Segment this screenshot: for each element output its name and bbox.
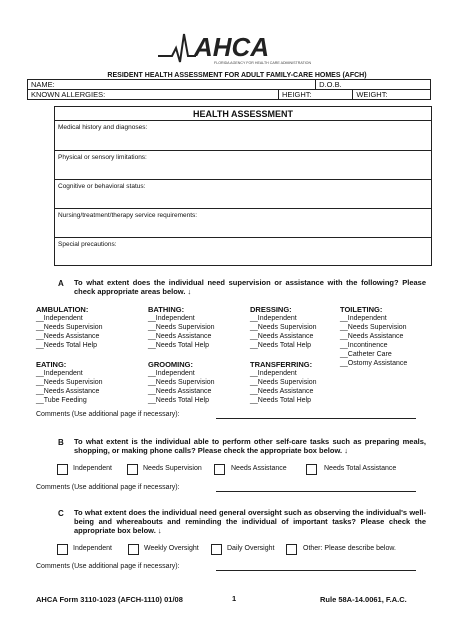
precautions-field[interactable]: Special precautions: — [58, 241, 117, 248]
toileting-heading: TOILETING: — [340, 305, 383, 314]
name-field[interactable] — [28, 80, 316, 90]
section-a-letter: A — [58, 279, 64, 288]
independent-checkbox[interactable] — [57, 544, 68, 555]
independent-label: Independent — [73, 545, 112, 552]
logo-tagline: FLORIDA AGENCY FOR HEALTH CARE ADMINISTRATION — [214, 61, 312, 65]
bathing-option[interactable]: __Independent — [148, 315, 195, 322]
limitations-field[interactable]: Physical or sensory limitations: — [58, 154, 147, 161]
section-a-comments-label: Comments (Use additional page if necessary): — [36, 411, 180, 418]
form-number: AHCA Form 3110-1023 (AFCH-1110) 01/08 — [36, 595, 183, 604]
section-b-question-text: To what extent is the individual able to perform other self-care tasks such as preparing meals, shopping, or making phone calls? Please check the appropriate box below. — [74, 437, 426, 455]
grooming-option[interactable]: __Needs Assistance — [148, 388, 212, 395]
rule-reference: Rule 58A-14.0061, F.A.C. — [320, 595, 407, 604]
section-b-letter: B — [58, 438, 64, 447]
nursing-field[interactable]: Nursing/treatment/therapy service requirements: — [58, 212, 198, 219]
transferring-option[interactable]: __Needs Total Help — [250, 397, 311, 404]
eating-option[interactable]: __Needs Supervision — [36, 379, 103, 386]
ambulation-group — [36, 305, 103, 350]
ambulation-heading: AMBULATION: — [36, 305, 89, 314]
section-c-question-text: To what extent does the individual need general oversight such as observing the individual's well-being and whereabouts and reminding the individual of important tasks? Please check the appropriate box below. — [74, 508, 426, 535]
logo-text: AHCA — [194, 32, 270, 62]
eating-option[interactable]: __Needs Assistance — [36, 388, 100, 395]
needs-total-assistance-checkbox[interactable] — [306, 464, 317, 475]
dressing-heading: DRESSING: — [250, 305, 292, 314]
grooming-option[interactable]: __Needs Supervision — [148, 379, 215, 386]
divider — [55, 120, 431, 121]
down-arrow-icon: ↓ — [187, 287, 192, 296]
page-number: 1 — [232, 594, 237, 603]
section-b-comments-label: Comments (Use additional page if necessary): — [36, 484, 180, 491]
weight-label: WEIGHT: — [356, 90, 388, 99]
transferring-option[interactable]: __Independent — [250, 370, 297, 377]
section-a-comments-line[interactable] — [216, 418, 416, 419]
toileting-option[interactable]: __Incontinence — [340, 342, 388, 349]
ambulation-option[interactable]: __Independent — [36, 315, 83, 322]
ahca-logo — [150, 22, 330, 70]
transferring-option[interactable]: __Needs Assistance — [250, 388, 314, 395]
allergies-label: KNOWN ALLERGIES: — [31, 90, 106, 99]
grooming-group — [148, 360, 215, 405]
ambulation-option[interactable]: __Needs Total Help — [36, 342, 97, 349]
eating-option[interactable]: __Tube Feeding — [36, 397, 87, 404]
other-label: Other: Please describe below. — [303, 545, 396, 552]
eating-heading: EATING: — [36, 360, 67, 369]
needs-supervision-checkbox[interactable] — [127, 464, 138, 475]
toileting-group — [340, 305, 407, 368]
section-a-question — [74, 278, 426, 296]
section-c-comments-label: Comments (Use additional page if necessary): — [36, 563, 180, 570]
resident-info-table — [27, 79, 431, 100]
divider — [55, 150, 431, 151]
medical-history-field[interactable]: Medical history and diagnoses: — [58, 124, 148, 131]
grooming-option[interactable]: __Independent — [148, 370, 195, 377]
grooming-heading: GROOMING: — [148, 360, 193, 369]
dressing-option[interactable]: __Needs Total Help — [250, 342, 311, 349]
dressing-option[interactable]: __Needs Supervision — [250, 324, 317, 331]
section-c-question — [74, 508, 426, 535]
dob-label: D.O.B. — [319, 80, 342, 89]
section-c-comments-line[interactable] — [216, 570, 416, 571]
divider — [55, 237, 431, 238]
independent-label: Independent — [73, 465, 112, 472]
dressing-group — [250, 305, 317, 350]
toileting-option[interactable]: __Ostomy Assistance — [340, 360, 408, 367]
bathing-option[interactable]: __Needs Assistance — [148, 333, 212, 340]
eating-option[interactable]: __Independent — [36, 370, 83, 377]
cognitive-field[interactable]: Cognitive or behavioral status: — [58, 183, 146, 190]
weekly-oversight-label: Weekly Oversight — [144, 545, 199, 552]
ambulation-option[interactable]: __Needs Assistance — [36, 333, 100, 340]
ambulation-option[interactable]: __Needs Supervision — [36, 324, 103, 331]
needs-total-assistance-label: Needs Total Assistance — [324, 465, 397, 472]
transferring-group — [250, 360, 317, 405]
section-a-question-text: To what extent does the individual need supervision or assistance with the following? Please check appropriate areas below. — [74, 278, 426, 296]
toileting-option[interactable]: __Needs Supervision — [340, 324, 407, 331]
height-field[interactable] — [279, 90, 353, 100]
needs-assistance-label: Needs Assistance — [231, 465, 287, 472]
other-checkbox[interactable] — [286, 544, 297, 555]
dressing-option[interactable]: __Needs Assistance — [250, 333, 314, 340]
section-b-question — [74, 437, 426, 455]
bathing-option[interactable]: __Needs Supervision — [148, 324, 215, 331]
section-c-letter: C — [58, 509, 64, 518]
needs-supervision-label: Needs Supervision — [143, 465, 202, 472]
weight-field[interactable] — [353, 90, 431, 100]
health-assessment-box — [54, 106, 432, 266]
daily-oversight-checkbox[interactable] — [211, 544, 222, 555]
down-arrow-icon: ↓ — [344, 446, 348, 455]
weekly-oversight-checkbox[interactable] — [128, 544, 139, 555]
toileting-option[interactable]: __Catheter Care — [340, 351, 392, 358]
divider — [55, 208, 431, 209]
name-label: NAME: — [31, 80, 55, 89]
bathing-group — [148, 305, 215, 350]
needs-assistance-checkbox[interactable] — [214, 464, 225, 475]
allergies-field[interactable] — [28, 90, 279, 100]
daily-oversight-label: Daily Oversight — [227, 545, 275, 552]
toileting-option[interactable]: __Needs Assistance — [340, 333, 404, 340]
ahca-logo-graphic — [150, 22, 330, 70]
grooming-option[interactable]: __Needs Total Help — [148, 397, 209, 404]
dressing-option[interactable]: __Independent — [250, 315, 297, 322]
down-arrow-icon: ↓ — [157, 526, 162, 535]
bathing-heading: BATHING: — [148, 305, 185, 314]
bathing-option[interactable]: __Needs Total Help — [148, 342, 209, 349]
toileting-option[interactable]: __Independent — [340, 315, 387, 322]
dob-field[interactable] — [316, 80, 431, 90]
independent-checkbox[interactable] — [57, 464, 68, 475]
transferring-option[interactable]: __Needs Supervision — [250, 379, 317, 386]
transferring-heading: TRANSFERRING: — [250, 360, 313, 369]
divider — [55, 179, 431, 180]
form-title: RESIDENT HEALTH ASSESSMENT FOR ADULT FAMILY-CARE HOMES (AFCH) — [107, 72, 367, 79]
height-label: HEIGHT: — [282, 90, 312, 99]
health-assessment-title: HEALTH ASSESSMENT — [192, 109, 293, 119]
eating-group — [36, 360, 103, 405]
section-b-comments-line[interactable] — [216, 491, 416, 492]
